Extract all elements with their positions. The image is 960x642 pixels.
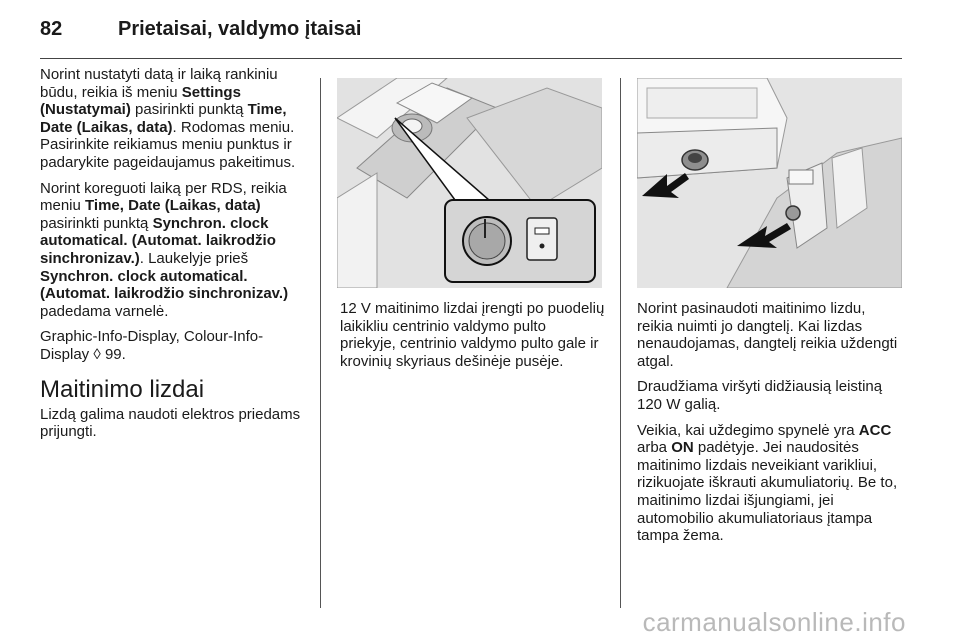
- illustration-rear-outlets: [637, 78, 902, 288]
- text-column-3: [637, 300, 905, 553]
- text-column-2: [340, 300, 605, 378]
- page-reference-link[interactable]: 99.: [100, 345, 126, 363]
- paragraph-ignition-battery: [637, 422, 905, 545]
- paragraph-display-reference: [40, 328, 310, 363]
- text-run: pasirinkti punktą: [40, 214, 153, 232]
- text-run: padėtyje. Jei naudositės maitinimo lizdais neveikiant varikliui, rizikuojate iškrauti akumuliatorių. Be to, maitinimo lizdai išjungiami, jei automobilio akumuliatoriaus įtampa tampa žema.: [637, 439, 898, 545]
- menu-term-synchron: Synchron. clock automatical. (Automat. laikrodžio sinchronizav.): [40, 267, 289, 303]
- menu-term-time-date: Time, Date (Laikas, data): [40, 101, 287, 136]
- watermark: carmanualsonline.info: [642, 607, 906, 637]
- paragraph-socket-locations: 12 V maitinimo lizdai įrengti po puodelių laikikliu centrinio valdymo pulto priekyje, centrinio valdymo pulto gale ir krovinių skyriaus dešinėje pusėje.: [340, 300, 605, 370]
- paragraph-rds-sync: [40, 180, 310, 321]
- console-outlet-drawing: [337, 78, 602, 288]
- rear-outlets-drawing: [637, 78, 902, 288]
- ignition-term-acc: ACC: [858, 421, 892, 439]
- text-run: Norint nustatyti datą ir laiką rankiniu būdu, reikia iš meniu: [40, 66, 278, 101]
- text-run: padedama varnelė.: [40, 302, 169, 320]
- text-run: Veikia, kai uždegimo spynelė yra: [637, 421, 859, 439]
- paragraph-cover-usage: Norint pasinaudoti maitinimo lizdu, reikia nuimti jo dangtelį. Kai lizdas nenaudojamas, dangtelį reikia uždengti atgal.: [637, 300, 898, 370]
- page-number: 82: [40, 18, 63, 40]
- paragraph-date-time-manual: [40, 66, 310, 172]
- header-divider: [40, 58, 902, 59]
- menu-term-time-date: Time, Date (Laikas, data): [85, 197, 261, 215]
- text-run: . Rodomas meniu. Pasirinkite reikiamus meniu punktus ir padarykite pageidaujamus pakeitimus.: [40, 118, 296, 171]
- page-reference-icon: ◊: [93, 345, 101, 363]
- paragraph-sockets-intro: Lizdą galima naudoti elektros priedams prijungti.: [40, 405, 301, 441]
- illustration-console-outlet: [337, 78, 602, 288]
- menu-term-settings: Settings (Nustatymai): [40, 83, 241, 119]
- text-column-1: [40, 66, 310, 449]
- page-title: Prietaisai, valdymo įtaisai: [118, 18, 362, 40]
- paragraph-max-power: Draudžiama viršyti didžiausią leistiną 120 W galią.: [637, 378, 883, 413]
- text-run: pasirinkti punktą: [130, 101, 248, 119]
- page-header: [40, 14, 902, 54]
- column-divider-2: [620, 78, 621, 608]
- section-heading: Maitinimo lizdai: [40, 375, 205, 403]
- column-divider-1: [320, 78, 321, 608]
- text-run: arba: [637, 439, 672, 457]
- text-run: . Laukelyje prieš: [139, 249, 249, 267]
- text-run: Norint koreguoti laiką per RDS, reikia meniu: [40, 179, 287, 215]
- ignition-term-on: ON: [671, 439, 694, 457]
- text-run: Graphic-Info-Display, Colour-Info-Display: [40, 328, 264, 363]
- menu-term-synchron: Synchron. clock automatical. (Automat. laikrodžio sinchronizav.): [40, 214, 276, 267]
